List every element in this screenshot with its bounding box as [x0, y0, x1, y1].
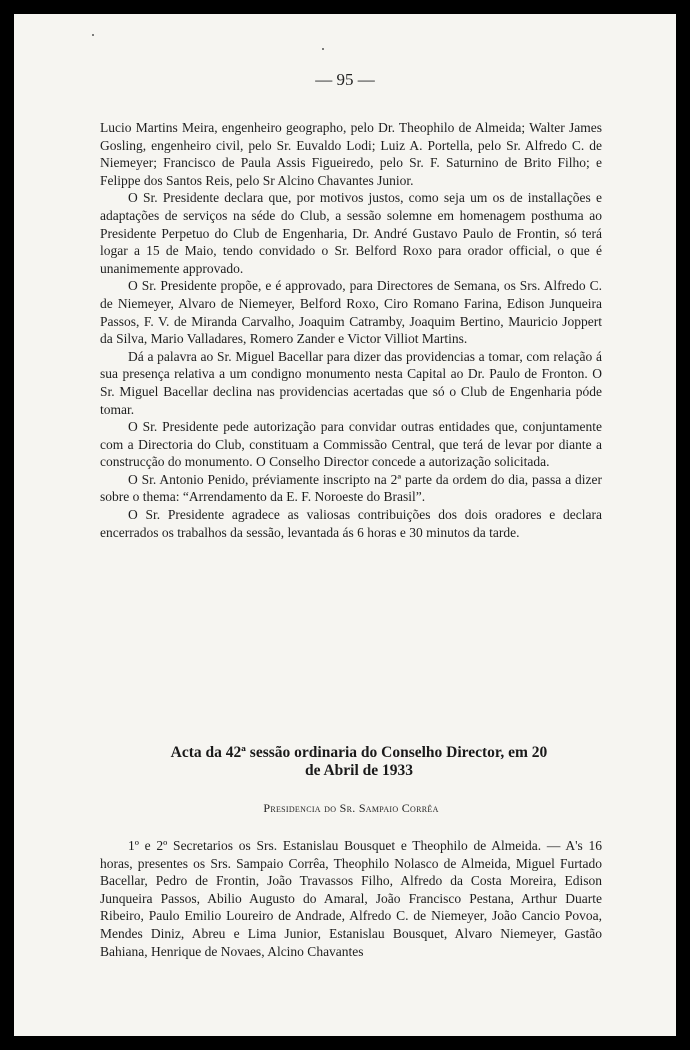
paragraph: O Sr. Presidente declara que, por motivos justos, como seja um os de installações e adaptações de serviços na séde do Club, a sessão solemne em homenagem posthuma ao Presidente Perpetuo do Club de Engenharia, Dr. André Gustavo Paulo de Frontin, só terá logar a 15 de Maio, tendo convidado o Sr. Belford Roxo para orador official, o que é unanimemente approvado.: [100, 190, 602, 276]
paragraph: 1º e 2º Secretarios os Srs. Estanislau Bousquet e Theophilo de Almeida. — A's 16 horas, presentes os Srs. Sampaio Corrêa, Theophilo Nolasco de Almeida, Miguel Furtado Bacellar, Pedro de Frontin, João Travassos Filho, Alfredo da Costa Moreira, Edison Junqueira Passos, Abilio Augusto do Amaral, João Francisco Pestana, Arthur Duarte Ribeiro, Paulo Emilio Loureiro de Andrade, Alfredo C. de Niemeyer, João Cancio Povoa, Mendes Diniz, Abreu e Lima Junior, Estanislau Bousquet, Alvaro Niemeyer, Gastão Bahiana, Henrique de Novaes, Alcino Chavantes: [100, 838, 602, 959]
page-number: — 95 —: [315, 70, 375, 89]
paragraph: O Sr. Antonio Penido, préviamente inscripto na 2ª parte da ordem do dia, passa a dizer sobre o thema: “Arrendamento da E. F. Noroeste do Brasil”.: [100, 471, 602, 505]
paragraph: O Sr. Presidente pede autorização para convidar outras entidades que, conjuntamente com a Directoria do Club, constituam a Commissão Central, que terá de levar por diante a construcção do monumento. O Conselho Director concede a autorização solicitada.: [100, 419, 602, 470]
section-title-line: de Abril de 1933: [304, 762, 414, 779]
lower-body-text: [100, 837, 602, 960]
upper-body-text: [100, 119, 602, 541]
document-page: [14, 14, 676, 1036]
paragraph: O Sr. Presidente propõe, e é approvado, para Directores de Semana, os Srs. Alfredo C. de Niemeyer, Alvaro de Niemeyer, Belford Roxo, Ciro Romano Farina, Edison Junqueira Passos, F. V. de Miranda Carvalho, Joaquim Catramby, Joaquim Bertino, Mauricio Joppert da Silva, Mario Valladares, Romero Zander e Victor Villiot Martins.: [100, 278, 602, 347]
paragraph: Lucio Martins Meira, engenheiro geographo, pelo Dr. Theophilo de Almeida; Walter James Gosling, engenheiro civil, pelo Sr. Euvaldo Lodi; Luiz A. Portella, pelo Sr. Alfredo C. de Niemeyer; Francisco de Paula Assis Figueiredo, pelo Sr. F. Saturnino de Brito Filho; e Felippe dos Santos Reis, pelo Sr Alcino Chavantes Junior.: [100, 120, 602, 188]
scan-speck: [92, 34, 94, 36]
paragraph: O Sr. Presidente agradece as valiosas contribuições dos dois oradores e declara encerrados os trabalhos da sessão, levantada ás 6 horas e 30 minutos da tarde.: [100, 507, 602, 540]
scan-speck: [322, 48, 324, 50]
section-title: [114, 744, 604, 780]
paragraph: Dá a palavra ao Sr. Miguel Bacellar para dizer das providencias a tomar, com relação á sua presença relativa a um condigno monumento nesta Capital ao Dr. Paulo de Fronton. O Sr. Miguel Bacellar declina nas providencias acertadas que só o Club de Engenharia póde tomar.: [100, 348, 602, 417]
presidency-line: Presidencia do Sr. Sampaio Corrêa: [263, 801, 439, 815]
section-title-line: Acta da 42ª sessão ordinaria do Conselho Director, em 20: [170, 744, 548, 761]
